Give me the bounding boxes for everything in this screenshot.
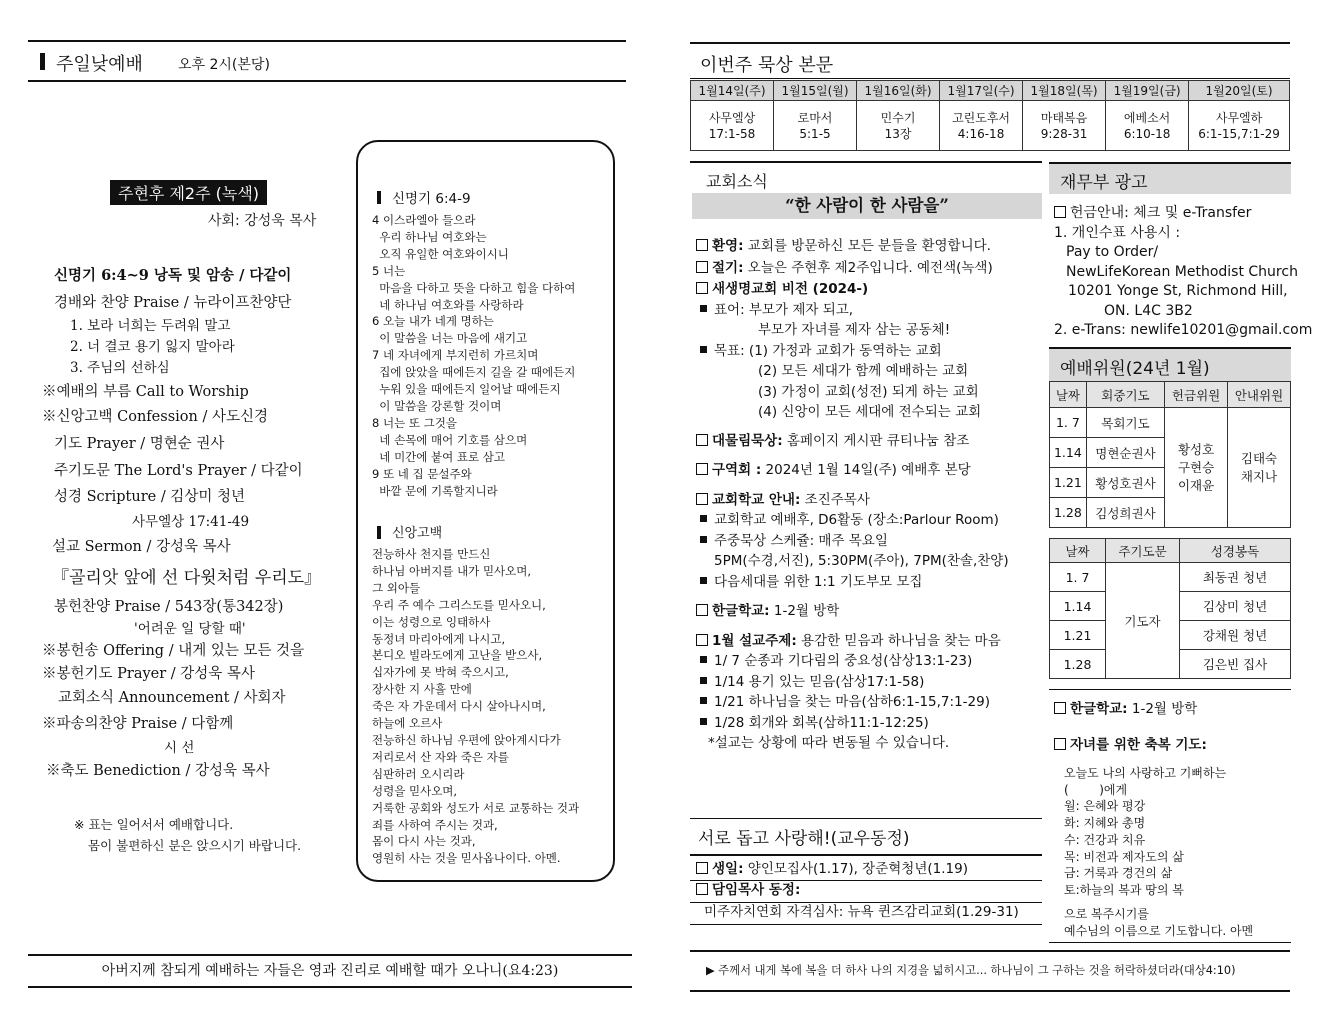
text-line: 집에 앉았을 때에든지 길을 갈 때에든지 bbox=[372, 365, 576, 380]
pastor-news: 담임목사 동정: bbox=[696, 880, 1019, 901]
text-line: 십자가에 못 박혀 죽으시고, bbox=[372, 665, 509, 680]
text-line: 심판하러 오시리라 bbox=[372, 766, 465, 781]
deut-text bbox=[372, 212, 575, 499]
text-line: 본디오 빌라도에게 고난을 받으사, bbox=[372, 648, 543, 663]
meditation-title: 이번주 묵상 본문 bbox=[700, 55, 834, 76]
text-line: 수: 건강과 치유 bbox=[1064, 832, 1146, 847]
text-line: 우리 하나님 여호와는 bbox=[372, 229, 487, 244]
sermon-title: 『골리앗 앞에 선 다윗처럼 우리도』 bbox=[52, 568, 322, 588]
text-line: 이 말씀을 강론할 것이며 bbox=[372, 398, 502, 413]
text-line: 영원히 사는 것을 믿사옵나이다. 아멘. bbox=[372, 851, 561, 866]
news-advent: 대물림묵상: 홈페이지 게시판 큐티나눔 참조 bbox=[696, 431, 1009, 452]
reading-book: 에베소서 bbox=[1123, 110, 1171, 125]
text-line: 4 이스라엘아 들으라 bbox=[372, 213, 476, 227]
news-banner: “한 사람이 한 사람을” bbox=[692, 193, 1042, 219]
order-item: 사무엘상 17:41-49 bbox=[132, 514, 250, 530]
news-korean: 한글학교: 1-2월 방학 bbox=[696, 601, 1009, 622]
reading-ref: 5:1-5 bbox=[799, 126, 831, 141]
text-line: 하늘에 오르사 bbox=[372, 716, 443, 731]
reading-cell bbox=[774, 101, 857, 151]
motto: 표어: 부모가 제자 되고, bbox=[700, 300, 1009, 321]
presider: 사회: 강성욱 목사 bbox=[208, 213, 317, 229]
worship-table-2: 날짜 주기도문 성경봉독 1. 7 기도자 최동권 청년 1.14 김상미 청년 1.21 강채원 청년 1.28 김은빈 집사 bbox=[1049, 538, 1291, 679]
text-line: 저리로서 산 자와 죽은 자를 bbox=[372, 749, 509, 764]
reading-book: 사무엘상 bbox=[708, 110, 756, 125]
news-district: 구역회 : 2024년 1월 14일(주) 예배후 본당 bbox=[696, 460, 1009, 481]
text-line: 네 미간에 붙여 표로 삼고 bbox=[372, 449, 506, 464]
header-marker bbox=[40, 53, 45, 70]
text-line: 화: 지혜와 총명 bbox=[1064, 816, 1146, 831]
finance-text: 헌금안내: 체크 및 e-Transfer 1. 개인수표 사용시 : Pay to Order/ NewLifeKorean Methodist Church 10201 Yonge St, Richmond Hill, ON. L4C 3B2 2. e-Trans: newlife10201@gmail.com bbox=[1054, 205, 1313, 338]
finance-title: 재무부 광고 bbox=[1060, 173, 1148, 193]
reading-book: 사무엘하 bbox=[1215, 110, 1263, 125]
service-title: 주일낮예배 bbox=[56, 54, 143, 75]
birthday: 생일: 양인모집사(1.17), 장준혁청년(1.19) bbox=[696, 859, 1019, 880]
text-line: 하나님 아버지를 내가 믿사오며, bbox=[372, 563, 532, 578]
text-line: 5 너는 bbox=[372, 263, 406, 278]
news-vision: 새생명교회 비전 (2024-) bbox=[696, 279, 1009, 300]
order-item: ※파송의찬양 Praise / 다함께 bbox=[42, 716, 234, 732]
text-line: ( )에게 bbox=[1064, 782, 1128, 797]
order-item: 1. 보라 너희는 두려워 말고 bbox=[70, 318, 231, 334]
news-school: 교회학교 안내: 조진주목사 bbox=[696, 490, 1009, 511]
order-item: 2. 너 결코 용기 잃지 말아라 bbox=[70, 339, 235, 355]
sunday-label: 주현후 제2주 (녹색) bbox=[110, 180, 267, 205]
text-line: 몸이 다시 사는 것과, bbox=[372, 834, 476, 849]
creed-title: 신앙고백 bbox=[392, 526, 443, 541]
text-line: 이 말씀을 너는 마음에 새기고 bbox=[372, 331, 528, 346]
text-line: 6 오늘 내가 네게 명하는 bbox=[372, 314, 494, 329]
order-item: 봉헌찬양 Praise / 543장(통342장) bbox=[54, 599, 284, 615]
goal-4: (4) 신앙이 모든 세대에 전수되는 교회 bbox=[758, 404, 982, 420]
news-season: 절기: 오늘은 주현후 제2주입니다. 예전색(녹색) bbox=[696, 258, 1009, 279]
korean-school: 한글학교: 1-2월 방학 bbox=[1054, 697, 1197, 717]
order-item: 기도 Prayer / 명현순 권사 bbox=[54, 436, 225, 452]
order-item: ※축도 Benediction / 강성욱 목사 bbox=[46, 763, 270, 779]
text-line: 거룩한 공회와 성도가 서로 교통하는 것과 bbox=[372, 800, 580, 815]
order-item: 설교 Sermon / 강성욱 목사 bbox=[52, 539, 231, 555]
goal-2: (2) 모든 세대가 함께 예배하는 교회 bbox=[758, 363, 969, 379]
order-item: ※예배의 부름 Call to Worship bbox=[42, 384, 249, 400]
order-item: 성경 Scripture / 김상미 청년 bbox=[54, 489, 245, 505]
school-3: 5PM(수경,서진), 5:30PM(주아), 7PM(찬솔,찬양) bbox=[714, 553, 1009, 569]
deut-title: 신명기 6:4-9 bbox=[392, 191, 471, 207]
day-cell: 1월18일(목) bbox=[1023, 81, 1106, 101]
text-line: 우리 주 예수 그리스도를 믿사오니, bbox=[372, 597, 546, 612]
love-title: 서로 돕고 사랑해!(교우동정) bbox=[698, 829, 910, 849]
child-title: 자녀를 위한 축복 기도: bbox=[1054, 733, 1207, 753]
stand-note: ※ 표는 일어서서 예배합니다. bbox=[74, 817, 234, 832]
reading-cell bbox=[1106, 101, 1189, 151]
reading-ref: 13장 bbox=[884, 126, 912, 141]
text-line: 죄를 사하여 주시는 것과, bbox=[372, 817, 498, 832]
text-line: 마음을 다하고 뜻을 다하고 힘을 다하여 bbox=[372, 280, 576, 295]
left-footer: 아버지께 참되게 예배하는 자들은 영과 진리로 예배할 때가 오나니(요4:23) bbox=[101, 963, 559, 979]
order-item: 3. 주님의 선하심 bbox=[70, 360, 170, 376]
goal: 목표: (1) 가정과 교회가 동역하는 교회 bbox=[700, 341, 1009, 362]
child-prayer bbox=[1064, 765, 1226, 899]
service-time: 오후 2시(본당) bbox=[178, 57, 270, 73]
text-line: 전능하사 천지를 만드신 bbox=[372, 547, 491, 561]
creed-text bbox=[372, 546, 579, 867]
sermon-note: *설교는 상황에 따라 변동될 수 있습니다. bbox=[708, 735, 950, 751]
pastor-text: 미주자치연회 자격심사: 뉴욕 퀸즈감리교회(1.29-31) bbox=[704, 904, 1019, 920]
reading-ref: 17:1-58 bbox=[708, 126, 756, 141]
text-line: 이는 성령으로 잉태하사 bbox=[372, 614, 491, 629]
text-line: 전능하신 하나님 우편에 앉아계시다가 bbox=[372, 732, 561, 747]
sermon-3: 1/21 하나님을 찾는 마음(삼하6:1-15,7:1-29) bbox=[700, 692, 1009, 713]
day-cell: 1월16일(화) bbox=[857, 81, 940, 101]
day-cell: 1월15일(월) bbox=[774, 81, 857, 101]
order-item: ※봉헌기도 Prayer / 강성욱 목사 bbox=[42, 666, 255, 682]
day-cell: 1월14일(주) bbox=[691, 81, 774, 101]
order-item: 경배와 찬양 Praise / 뉴라이프찬양단 bbox=[54, 295, 292, 311]
text-line: 토:하늘의 복과 땅의 복 bbox=[1064, 882, 1184, 897]
text-line: 네 손목에 매어 기호를 삼으며 bbox=[372, 432, 528, 447]
order-item: ※신앙고백 Confession / 사도신경 bbox=[42, 409, 268, 425]
reading-ref: 6:1-15,7:1-29 bbox=[1198, 126, 1280, 141]
sermon-1: 1/ 7 순종과 기다림의 중요성(삼상13:1-23) bbox=[700, 651, 1009, 672]
text-line: 누워 있을 때에든지 일어날 때에든지 bbox=[372, 382, 561, 397]
reading-book: 민수기 bbox=[880, 110, 916, 125]
reading-cell bbox=[857, 101, 940, 151]
child-prayer-end: 으로 복주시기를 예수님의 이름으로 기도합니다. 아멘 bbox=[1064, 907, 1254, 938]
reading-cell bbox=[1023, 101, 1106, 151]
order-item: 신명기 6:4~9 낭독 및 암송 / 다같이 bbox=[54, 267, 292, 284]
order-item: ※봉헌송 Offering / 내게 있는 모든 것을 bbox=[42, 643, 305, 659]
order-item: 시 선 bbox=[164, 740, 195, 756]
reading-ref: 9:28-31 bbox=[1040, 126, 1088, 141]
text-line: 금: 거룩과 경건의 삶 bbox=[1064, 866, 1173, 881]
news-list bbox=[696, 236, 1009, 754]
text-line: 죽은 자 가운데서 다시 살아나시며, bbox=[372, 699, 546, 714]
sermon-4: 1/28 회개와 회복(삼하11:1-12:25) bbox=[700, 713, 1009, 734]
reading-book: 로마서 bbox=[797, 110, 833, 125]
text-line: 목: 비전과 제자도의 삶 bbox=[1064, 849, 1184, 864]
meditation-table bbox=[690, 80, 1290, 151]
reading-book: 마태복음 bbox=[1040, 110, 1088, 125]
reading-ref: 4:16-18 bbox=[957, 126, 1005, 141]
sit-note: 몸이 불편하신 분은 앉으시기 바랍니다. bbox=[88, 838, 302, 853]
reading-cell bbox=[940, 101, 1023, 151]
order-item: '어려운 일 당할 때' bbox=[134, 621, 246, 637]
text-line: 9 또 네 집 문설주와 bbox=[372, 466, 472, 481]
text-line: 성령을 믿사오며, bbox=[372, 783, 458, 798]
motto-2: 부모가 자녀를 제자 삼는 공동체! bbox=[758, 322, 951, 338]
text-line: 그 외아들 bbox=[372, 580, 421, 595]
text-line: 7 네 자녀에게 부지런히 가르치며 bbox=[372, 348, 539, 363]
text-line: 8 너는 또 그것을 bbox=[372, 415, 457, 430]
goal-3: (3) 가정이 교회(성전) 되게 하는 교회 bbox=[758, 383, 979, 400]
text-line: 네 하나님 여호와를 사랑하라 bbox=[372, 297, 524, 312]
worship-table-1: 날짜 회중기도 헌금위원 안내위원 1. 7 목회기도 황성호 구현승 이재윤 김태숙 채지나 1.14 명현순권사 1.21 황성호권사 1.28 김성희권사 bbox=[1049, 381, 1291, 528]
text-line: 장사한 지 사흘 만에 bbox=[372, 682, 472, 697]
reading-cell bbox=[1189, 101, 1290, 151]
reading-cell bbox=[691, 101, 774, 151]
news-title: 교회소식 bbox=[706, 172, 768, 191]
text-line: 바깥 문에 기록할지니라 bbox=[372, 483, 498, 498]
day-cell: 1월17일(수) bbox=[940, 81, 1023, 101]
sermon-2: 1/14 용기 있는 믿음(삼상17:1-58) bbox=[700, 672, 1009, 693]
reading-book: 고린도후서 bbox=[952, 110, 1011, 125]
creed-marker bbox=[377, 526, 381, 539]
right-footer: ▶ 주께서 내게 복에 복을 더 하사 나의 지경을 넓히시고... 하나님이 그 구하는 것을 허락하셨더라(대상4:10) bbox=[706, 964, 1236, 977]
deut-marker bbox=[377, 191, 381, 204]
text-line: 동정녀 마리아에게 나시고, bbox=[372, 631, 506, 646]
school-4: 다음세대를 위한 1:1 기도부모 모집 bbox=[700, 572, 1009, 593]
order-item: 주기도문 The Lord's Prayer / 다같이 bbox=[54, 463, 303, 479]
text-line: 오직 유일한 여호와이시니 bbox=[372, 246, 509, 261]
school-1: 교회학교 예배후, D6활동 (장소:Parlour Room) bbox=[700, 510, 1009, 531]
school-2: 주중묵상 스케쥴: 매주 목요일 bbox=[700, 531, 1009, 552]
text-line: 오늘도 나의 사랑하고 기뻐하는 bbox=[1064, 766, 1227, 780]
news-welcome: 환영: 교회를 방문하신 모든 분들을 환영합니다. bbox=[696, 236, 1009, 257]
day-cell: 1월20일(토) bbox=[1189, 81, 1290, 101]
order-item: 교회소식 Announcement / 사회자 bbox=[58, 690, 286, 706]
text-line: 월: 은혜와 평강 bbox=[1064, 799, 1146, 814]
reading-ref: 6:10-18 bbox=[1123, 126, 1171, 141]
love-list bbox=[696, 859, 1019, 923]
news-sermon: 1월 설교주제: 용감한 믿음과 하나님을 찾는 마음 bbox=[696, 631, 1009, 652]
worship-title: 예배위원(24년 1월) bbox=[1060, 359, 1210, 379]
day-cell: 1월19일(금) bbox=[1106, 81, 1189, 101]
